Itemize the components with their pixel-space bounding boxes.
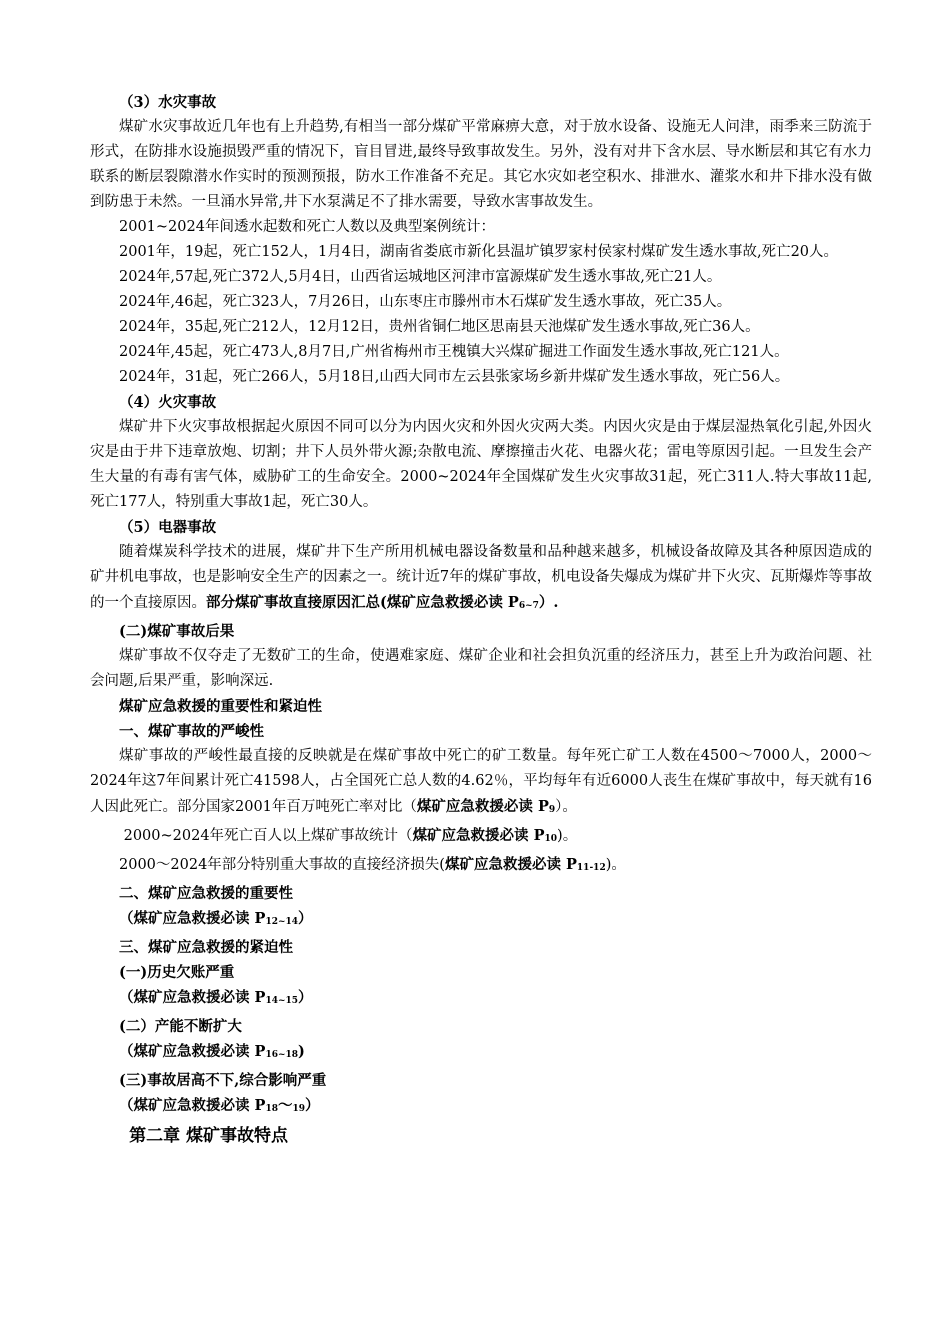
- reference-line: [90, 985, 872, 1014]
- reference-note: 煤矿应急救援必读 P: [416, 798, 549, 815]
- section-title-fire: （4）火灾事故: [119, 394, 217, 411]
- reference-pages-end: 19: [292, 1104, 306, 1114]
- reference-end: ）.: [538, 594, 559, 611]
- reference-pages: 11-12: [576, 863, 606, 873]
- section-title-rescue: 煤矿应急救援的重要性和紧迫性: [119, 698, 322, 715]
- reference-end: ): [298, 1043, 305, 1060]
- item-title-capacity: (二）产能不断扩大: [119, 1018, 242, 1035]
- reference-pages: 12~14: [265, 917, 299, 927]
- stat-line-economic-loss: [90, 852, 872, 881]
- paragraph-electrical-text: 随着煤炭科学技术的进展，煤矿井下生产所用机械电器设备数量和品种越来越多，机械设备故障及其各种原因造成的矿井机电事故，也是影响安全生产的因素之一。统计近7年的煤矿事故，机电设备失爆成为煤矿井下火灾、瓦斯爆炸等事故的一个直接原因。: [90, 544, 872, 611]
- reference-line: [90, 1093, 872, 1122]
- paragraph-consequences: 煤矿事故不仅夺走了无数矿工的生命，使遇难家庭、煤矿企业和社会担负沉重的经济压力，甚至上升为政治问题、社会问题,后果严重，影响深远.: [90, 648, 872, 689]
- reference-note: 煤矿应急救援必读 P: [412, 827, 545, 844]
- paragraph-flood: 煤矿水灾事故近几年也有上升趋势,有相当一部分煤矿平常麻痹大意，对于放水设备、设施无人问津，雨季来三防流于形式，在防排水设施损毁严重的情况下，盲目冒进,最终导致事故发生。另外，没有对井下含水层、导水断层和其它有水力联系的断层裂隙潜水作实时的预测预报，防水工作准备不充足。其它水灾如老空积水、排泄水、灌浆水和井下排水没有做到防患于未然。一旦涌水异常,井下水泵满足不了排水需要，导致水害事故发生。: [90, 119, 872, 210]
- reference-note: （煤矿应急救援必读 P: [119, 1043, 266, 1060]
- reference-pages: 10: [544, 834, 558, 844]
- reference-pages: 6~7: [518, 601, 539, 611]
- section-title-flood: （3）水灾事故: [119, 94, 217, 111]
- reference-pages: 16~18: [265, 1050, 299, 1060]
- reference-note: 煤矿应急救援必读 P: [444, 856, 577, 873]
- stat-line-hundred-deaths: [90, 823, 872, 852]
- reference-line: [90, 1039, 872, 1068]
- paragraph-severity: [90, 744, 872, 823]
- stat-line-text: 2000～2024年部分特别重大事故的直接经济损失(: [119, 857, 445, 873]
- reference-line: [90, 906, 872, 935]
- reference-pages: 18: [265, 1104, 278, 1114]
- reference-end: ）: [305, 1097, 320, 1114]
- flood-stat-intro: 2001~2024年间透水起数和死亡人数以及典型案例统计：: [119, 219, 495, 235]
- section-title-consequences: (二)煤矿事故后果: [119, 623, 235, 640]
- flood-case-item: 2024年，35起,死亡212人，12月12日，贵州省铜仁地区思南县天池煤矿发生透水事故,死亡36人。: [119, 319, 760, 335]
- item-title-history: (一)历史欠账严重: [119, 964, 235, 981]
- reference-end: )。: [557, 828, 578, 844]
- subsection-title-importance: 二、煤矿应急救援的重要性: [119, 885, 293, 902]
- flood-case-item: 2024年,46起，死亡323人，7月26日，山东枣庄市滕州市木石煤矿发生透水事故，死亡35人。: [119, 294, 732, 310]
- reference-end: ）: [298, 910, 313, 927]
- flood-case-item: 2001年，19起，死亡152人，1月4日，湖南省娄底市新化县温圹镇罗家村侯家村煤矿发生透水事故,死亡20人。: [119, 244, 839, 260]
- reference-note: （煤矿应急救援必读 P: [119, 910, 266, 927]
- paragraph-fire: 煤矿井下火灾事故根据起火原因不同可以分为内因火灾和外因火灾两大类。内因火灾是由于煤层湿热氧化引起,外因火灾是由于井下违章放炮、切割；井下人员外带火源;杂散电流、摩擦撞击火花、电器火花；雷电等原因引起。一旦发生会产生大量的有毒有害气体，威胁矿工的生命安全。2000~2024年全国煤矿发生火灾事故31起，死亡311人.特大事故11起,死亡177人，特别重大事故1起，死亡30人。: [90, 419, 872, 510]
- reference-pages: 14~15: [265, 996, 299, 1006]
- paragraph-electrical: [90, 540, 872, 619]
- flood-case-item: 2024年，31起，死亡266人，5月18日,山西大同市左云县张家场乡新井煤矿发生透水事故，死亡56人。: [119, 369, 790, 385]
- subsection-title-severity: 一、煤矿事故的严峻性: [119, 723, 264, 740]
- section-title-electrical: （5）电器事故: [119, 519, 217, 536]
- reference-pages: 9: [548, 805, 556, 815]
- reference-end: ）: [298, 989, 313, 1006]
- reference-range-sep: ～: [277, 1097, 293, 1114]
- reference-note: （煤矿应急救援必读 P: [119, 1097, 266, 1114]
- paragraph-severity-text: 煤矿事故的严峻性最直接的反映就是在煤矿事故中死亡的矿工数量。每年死亡矿工人数在4500～7000人，2000～2024年这7年间累计死亡41598人，占全国死亡总人数的4.62％，平均每年有近6000人丧生在煤矿事故中，每天就有16人因此死亡。部分国家2001年百万吨死亡率对比（: [90, 748, 872, 815]
- subsection-title-urgency: 三、煤矿应急救援的紧迫性: [119, 939, 293, 956]
- reference-note: （煤矿应急救援必读 P: [119, 989, 266, 1006]
- reference-end: ）。: [555, 799, 577, 815]
- stat-line-text: 2000~2024年死亡百人以上煤矿事故统计（: [123, 828, 413, 844]
- chapter-title: 第二章 煤矿事故特点: [129, 1126, 289, 1146]
- reference-end: )。: [605, 857, 626, 873]
- flood-case-item: 2024年,45起，死亡473人,8月7日,广州省梅州市王槐镇大兴煤矿掘进工作面发生透水事故,死亡121人。: [119, 344, 789, 360]
- flood-case-item: 2024年,57起,死亡372人,5月4日，山西省运城地区河津市富源煤矿发生透水事故,死亡21人。: [119, 269, 722, 285]
- item-title-accidents: (三)事故居高不下,综合影响严重: [119, 1072, 327, 1089]
- reference-note: 部分煤矿事故直接原因汇总(煤矿应急救援必读 P: [206, 594, 519, 611]
